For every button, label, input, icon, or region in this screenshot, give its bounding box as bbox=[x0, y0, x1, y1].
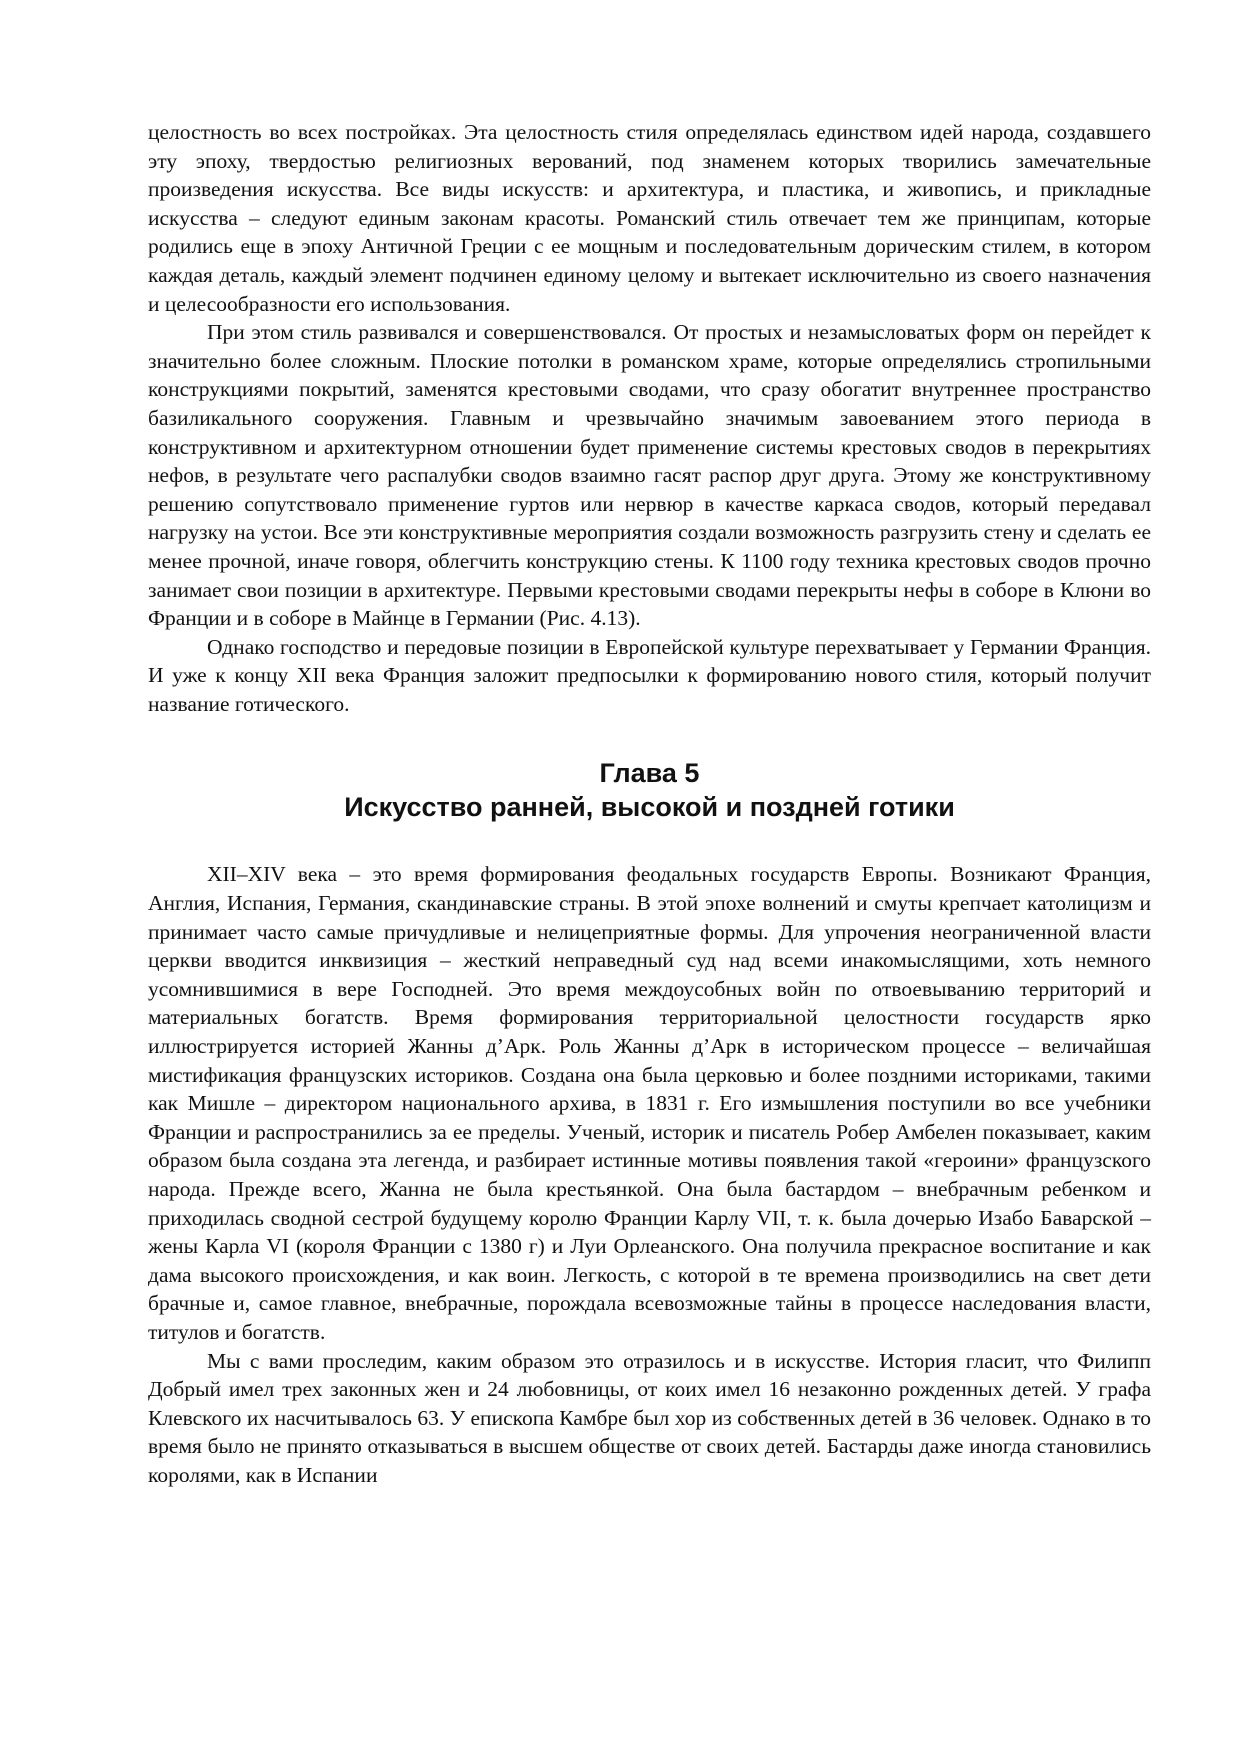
paragraph: XII–XIV века – это время формирования феодальных государств Европы. Возникают Франция, Англия, Испания, Германия, скандинавские страны. В этой эпохе волнений и смуты крепчает католицизм и принимает часто самые причудливые и нелицеприятные формы. Для упрочения неограниченной власти церкви вводится инквизиция – жесткий неправедный суд над всеми инакомыслящими, хоть немного усомнившимися в вере Господней. Это время междоусобных войн по отвоевыванию территорий и материальных богатств. Время формирования территориальной целостности государств ярко иллюстрируется историей Жанны д’Арк. Роль Жанны д’Арк в историческом процессе – величайшая мистификация французских историков. Создана она была церковью и более поздними историками, такими как Мишле – директором национального архива, в 1831 г. Его измышления поступили во все учебники Франции и распространились за ее пределы. Ученый, историк и писатель Робер Амбелен показывает, каким образом была создана эта легенда, и разбирает истинные мотивы появления такой «героини» французского народа. Прежде всего, Жанна не была крестьянкой. Она была бастардом – внебрачным ребенком и приходилась сводной сестрой будущему королю Франции Карлу VII, т. к. была дочерью Изабо Баварской – жены Карла VI (короля Франции с 1380 г) и Луи Орлеанского. Она получила прекрасное воспитание и как дама высокого происхождения, и как воин. Легкость, с которой в те времена производились на свет дети брачные и, самое главное, внебрачные, порождала всевозможные тайны в процессе наследования власти, титулов и богатств. bbox=[148, 862, 1151, 1344]
paragraph: целостность во всех постройках. Эта целостность стиля определялась единством идей народа, создавшего эту эпоху, твердостью религиозных верований, под знаменем которых творились замечательные произведения искусства. Все виды искусств: и архитектура, и пластика, и живопись, и прикладные искусства – следуют единым законам красоты. Романский стиль отвечает тем же принципам, которые родились еще в эпоху Античной Греции с ее мощным и последовательным дорическим стилем, в котором каждая деталь, каждый элемент подчинен единому целому и вытекает исключительно из своего назначения и целесообразности его использования. bbox=[148, 120, 1151, 316]
paragraph: Однако господство и передовые позиции в Европейской культуре перехватывает у Германии Франция. И уже к концу XII века Франция заложит предпосылки к формированию нового стиля, который получит название готического. bbox=[148, 634, 1151, 716]
chapter-number: Глава 5 bbox=[599, 758, 700, 789]
paragraph: Мы с вами проследим, каким образом это отразилось и в искусстве. История гласит, что Филипп Добрый имел трех законных жен и 24 любовницы, от коих имел 16 незаконно рожденных детей. У графа Клевского их насчитывалось 63. У епископа Камбре был хор из собственных детей в 36 человек. Однако в то время было не принято отказываться в высшем обществе от своих детей. Бастарды даже иногда становились королями, как в Испании bbox=[148, 1348, 1151, 1487]
paragraph: При этом стиль развивался и совершенствовался. От простых и незамысловатых форм он перейдет к значительно более сложным. Плоские потолки в романском храме, которые определялись стропильными конструкциями покрытий, заменятся крестовыми сводами, что сразу обогатит внутреннее пространство базиликального сооружения. Главным и чрезвычайно значимым завоеванием этого периода в конструктивном и архитектурном отношении будет применение системы крестовых сводов в перекрытиях нефов, в результате чего распалубки сводов взаимно гасят распор друг друга. Этому же конструктивному решению сопутствовало применение гуртов или нервюр в качестве каркаса сводов, который передавал нагрузку на устои. Все эти конструктивные мероприятия создали возможность разгрузить стену и сделать ее менее прочной, иначе говоря, облегчить конструкцию стены. К 1100 году техника крестовых сводов прочно занимает свои позиции в архитектуре. Первыми крестовыми сводами перекрыты нефы в соборе в Клюни во Франции и в соборе в Майнце в Германии (Рис. 4.13). bbox=[148, 320, 1151, 631]
chapter-title: Искусство ранней, высокой и поздней готики bbox=[344, 792, 955, 823]
chapter-heading bbox=[148, 756, 1151, 824]
document-page bbox=[148, 118, 1151, 1490]
